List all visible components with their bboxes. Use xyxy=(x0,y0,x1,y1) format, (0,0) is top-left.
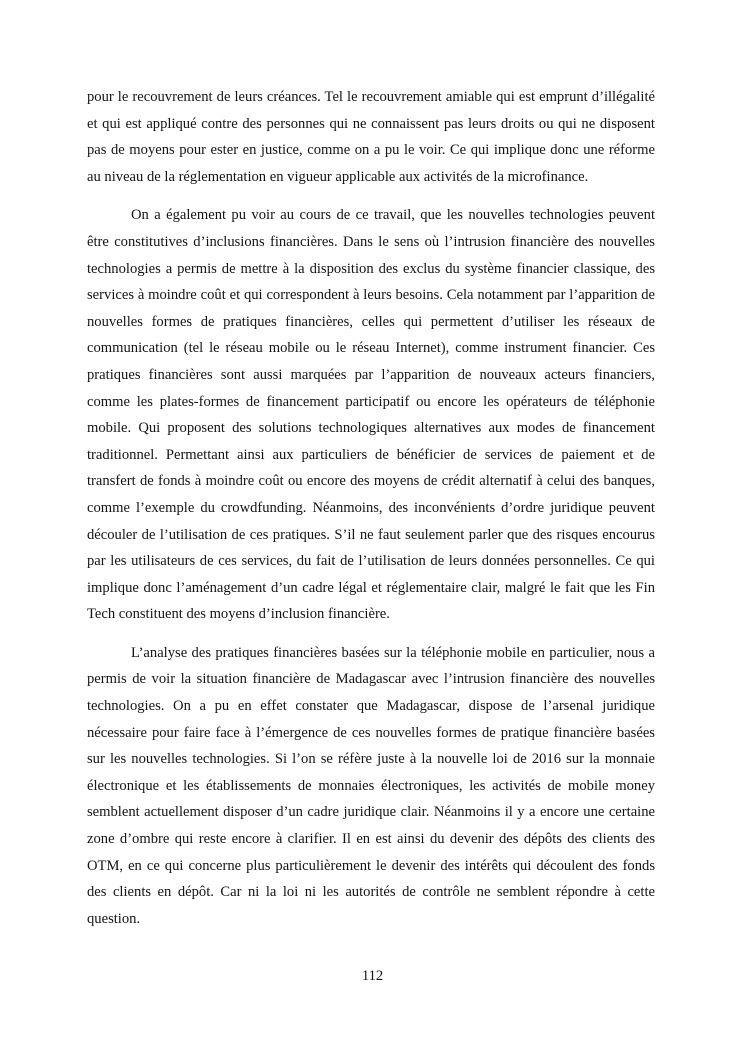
paragraph-new-technologies: On a également pu voir au cours de ce travail, que les nouvelles technologies peuvent être constitutives d’inclusions financières. Dans le sens où l’intrusion financière des nouvelles technologies a permis de mettre à la disposition des exclus du système financier classique, des services à moindre coût et qui correspondent à leurs besoins. Cela notamment par l’apparition de nouvelles formes de pratiques financières, celles qui permettent d’utiliser les réseaux de communication (tel le réseau mobile ou le réseau Internet), comme instrument financier. Ces pratiques financières sont aussi marquées par l’apparition de nouveaux acteurs financiers, comme les plates-formes de financement participatif ou encore les opérateurs de téléphonie mobile. Qui proposent des solutions technologiques alternatives aux modes de financement traditionnel. Permettant ainsi aux particuliers de bénéficier de services de paiement et de transfert de fonds à moindre coût ou encore des moyens de crédit alternatif à celui des banques, comme l’exemple du crowdfunding. Néanmoins, des inconvénients d’ordre juridique peuvent découler de l’utilisation de ces pratiques. S’il ne faut seulement parler que des risques encourus par les utilisateurs de ces services, du fait de l’utilisation de leurs données personnelles. Ce qui implique donc l’aménagement d’un cadre légal et réglementaire clair, malgré le fait que les Fin Tech constituent des moyens d’inclusion financière. xyxy=(87,207,655,623)
paragraph-mobile-telephony-analysis: L’analyse des pratiques financières basées sur la téléphonie mobile en particulier, nous a permis de voir la situation financière de Madagascar avec l’intrusion financière des nouvelles technologies. On a pu en effet constater que Madagascar, dispose de l’arsenal juridique nécessaire pour faire face à l’émergence de ces nouvelles formes de pratique financière basées sur les nouvelles technologies. Si l’on se réfère juste à la nouvelle loi de 2016 sur la monnaie électronique et les établissements de monnaies électroniques, les activités de mobile money semblent actuellement disposer d’un cadre juridique clair. Néanmoins il y a encore une certaine zone d’ombre qui reste encore à clarifier. Il en est ainsi du devenir des dépôts des clients des OTM, en ce qui concerne plus particulièrement le devenir des intérêts qui découlent des fonds des clients en dépôt. Car ni la loi ni les autorités de contrôle ne semblent répondre à cette question. xyxy=(87,644,655,927)
paragraph-continuation: pour le recouvrement de leurs créances. Tel le recouvrement amiable qui est emprunt d’illégalité et qui est appliqué contre des personnes qui ne connaissent pas leurs droits ou qui ne disposent pas de moyens pour ester en justice, comme on a pu le voir. Ce qui implique donc une réforme au niveau de la réglementation en vigueur applicable aux activités de la microfinance. xyxy=(87,89,655,185)
document-page xyxy=(87,84,655,944)
page-number: 112 xyxy=(361,968,384,984)
